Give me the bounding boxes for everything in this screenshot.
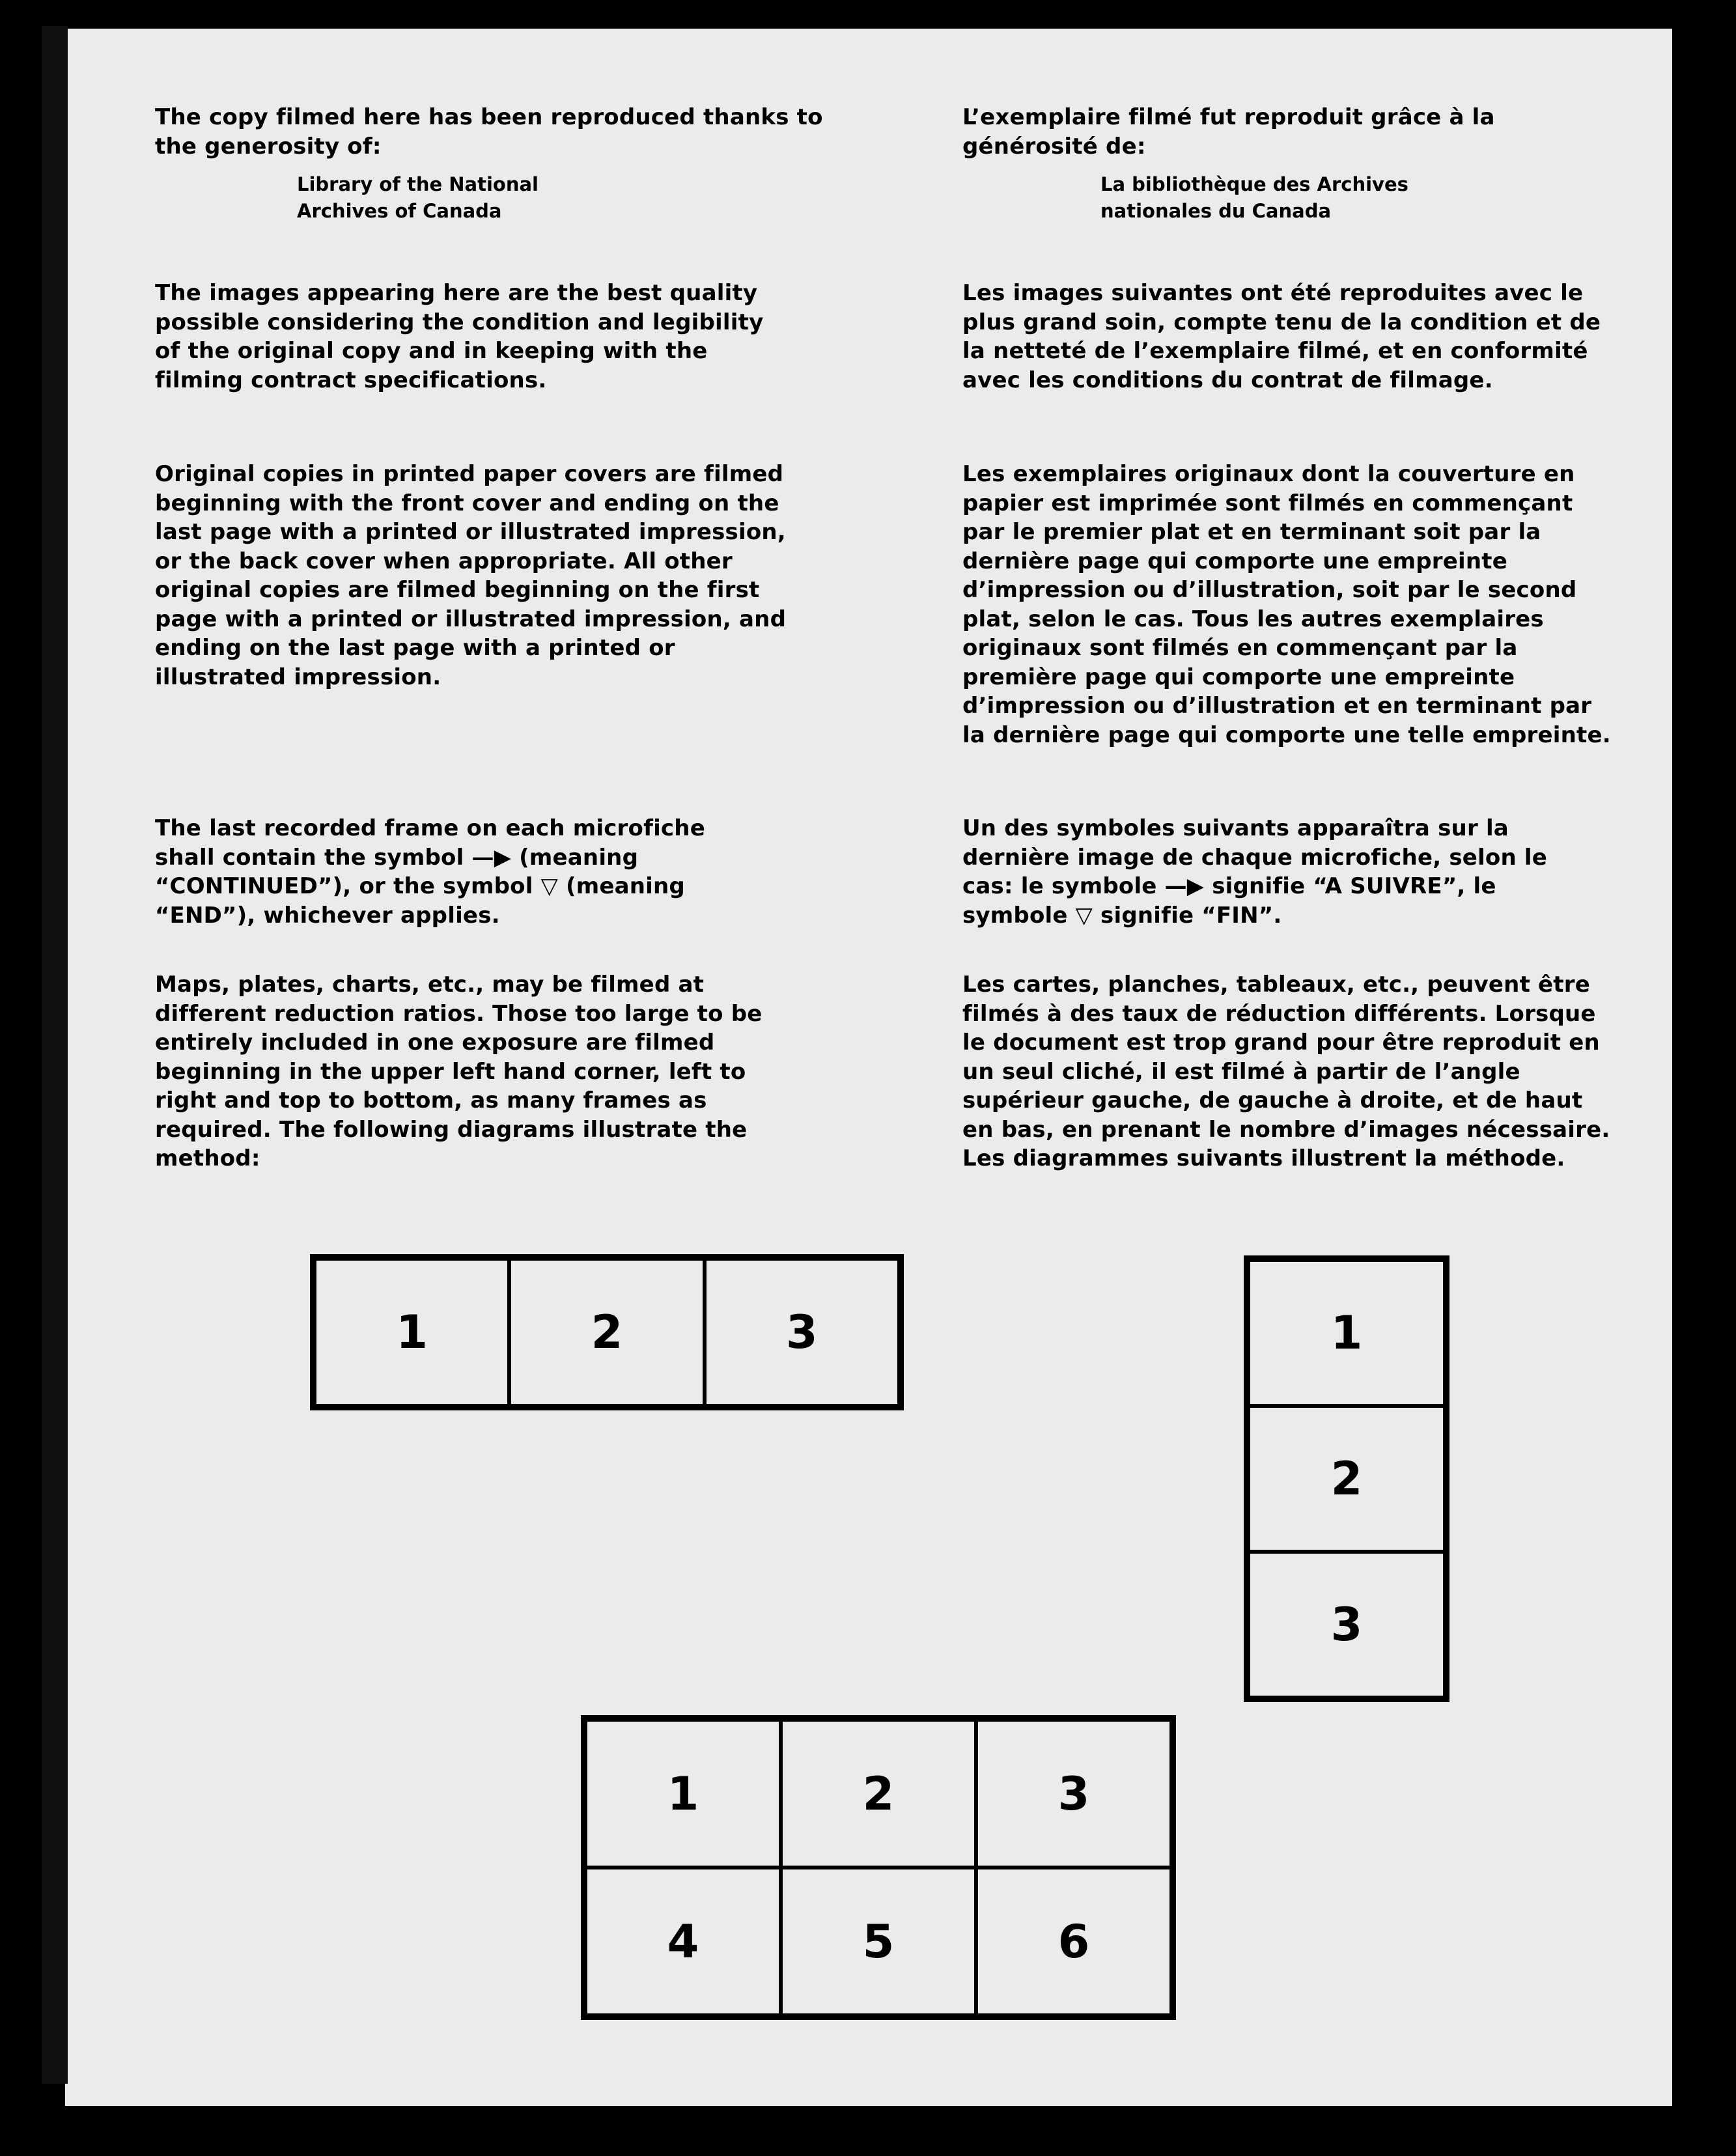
frame-cell: 1 (1248, 1260, 1445, 1406)
frame-cell: 3 (705, 1259, 899, 1406)
french-intro: L’exemplaire filmé fut reproduit grâce à la générosité de: (962, 104, 1495, 160)
frame-cell: 1 (315, 1259, 509, 1406)
diagram-vertical (1244, 1255, 1449, 1702)
english-library-line1: Library of the National (297, 173, 539, 195)
french-frame-text (962, 814, 1594, 930)
page-left-edge (42, 26, 68, 2084)
frame-cell: 5 (781, 1868, 976, 2015)
english-intro: The copy filmed here has been reproduced thanks to the generosity of: (155, 104, 823, 160)
frame-cell: 4 (585, 1868, 781, 2015)
english-frame-block (155, 814, 767, 930)
french-column (962, 103, 1627, 225)
english-maps: Maps, plates, charts, etc., may be filmed at different reduction ratios. Those too large to be entirely included in one exposure are filmed beginning in the upper left hand corner, left to right and top to bottom, as many frames as required. The following diagrams illustrate the method: (155, 972, 763, 1171)
frame-cell: 1 (585, 1720, 781, 1868)
english-quality-block (155, 279, 780, 395)
diagram-horizontal (310, 1254, 904, 1410)
arrow-icon: —▶ (471, 844, 512, 871)
french-original-block (962, 460, 1620, 749)
french-library-line2: nationales du Canada (1100, 200, 1332, 222)
french-quality-block (962, 279, 1607, 395)
arrow-icon: —▶ (1164, 873, 1205, 899)
french-maps-block (962, 970, 1620, 1173)
english-maps-block (155, 970, 780, 1173)
english-column (155, 103, 826, 225)
french-library-line1: La bibliothèque des Archives (1100, 173, 1408, 195)
frame-cell: 6 (976, 1868, 1171, 2015)
english-library-line2: Archives of Canada (297, 200, 502, 222)
french-original: Les exemplaires originaux dont la couverture en papier est imprimée sont filmés en commençant par le premier plat et en terminant soit par la dernière page qui comporte une empreinte d’impression ou d’illustration, soit par le second plat, selon le cas. Tous les autres exemplaires originaux sont filmés en commençant par la première page qui comporte une empreinte d’impression ou d’illustration et en terminant par la dernière page qui comporte une telle empreinte. (962, 461, 1611, 748)
french-frame-b: signifie “A SUIVRE”, le symbole ▽ signifie “FIN”. (962, 873, 1496, 929)
french-frame-a: Un des symboles suivants apparaîtra sur la dernière image de chaque microfiche, selon le cas: le symbole (962, 815, 1548, 899)
french-quality: Les images suivantes ont été reproduites avec le plus grand soin, compte tenu de la condition et de la netteté de l’exemplaire filmé, et en conformité avec les conditions du contrat de filmage. (962, 280, 1601, 393)
frame-cell: 3 (1248, 1552, 1445, 1698)
french-frame-block (962, 814, 1594, 930)
frame-cell: 2 (1248, 1406, 1445, 1552)
english-original: Original copies in printed paper covers are filmed beginning with the front cover and ending on the last page with a printed or illustrated impression, or the back cover when appropriate. All other original copies are filmed beginning on the first page with a printed or illustrated impression, and ending on the last page with a printed or illustrated impression. (155, 461, 787, 690)
frame-cell: 2 (781, 1720, 976, 1868)
diagram-grid (581, 1715, 1176, 2020)
english-original-block (155, 460, 800, 692)
english-frame-b: (meaning “CONTINUED”), or the symbol ▽ (meaning “END”), whichever applies. (155, 844, 685, 929)
frame-cell: 3 (976, 1720, 1171, 1868)
english-quality: The images appearing here are the best quality possible considering the condition and legibility of the original copy and in keeping with the filming contract specifications. (155, 280, 764, 393)
frame-cell: 2 (509, 1259, 704, 1406)
english-frame-text (155, 814, 767, 930)
french-maps: Les cartes, planches, tableaux, etc., peuvent être filmés à des taux de réduction différents. Lorsque le document est trop grand pour être reproduit en un seul cliché, il est filmé à partir de l’angle supérieur gauche, de gauche à droite, et de haut en bas, en prenant le nombre d’images nécessaire. Les diagrammes suivants illustrent la méthode. (962, 972, 1610, 1171)
english-frame-a: The last recorded frame on each microfiche shall contain the symbol (155, 815, 705, 871)
